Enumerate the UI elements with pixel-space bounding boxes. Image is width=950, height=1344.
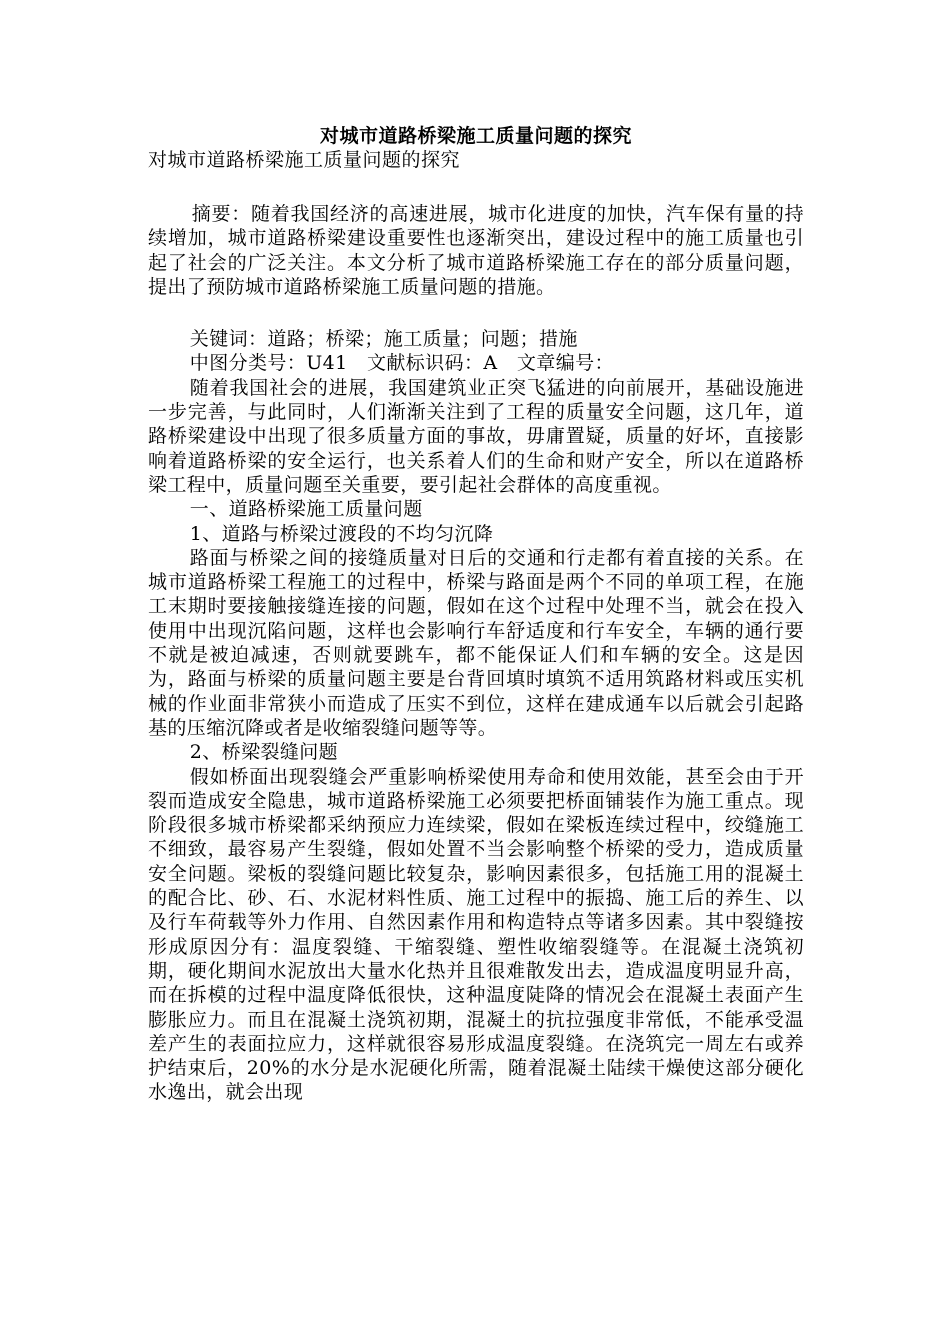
classification-line: 中图分类号：U41 文献标识码：A 文章编号： xyxy=(189,352,614,375)
document-body xyxy=(148,124,804,1105)
subsection-heading: 2、桥梁裂缝问题 xyxy=(189,741,339,764)
intro-paragraph: 随着我国社会的进展，我国建筑业正突飞猛进的向前展开，基础设施进一步完善，与此同时，人们渐渐关注到了工程的质量安全问题，这几年，道路桥梁建设中出现了很多质量方面的事故，毋庸置疑，质量的好坏，直接影响着道路桥梁的安全运行，也关系着人们的生命和财产安全，所以在道路桥梁工程中，质量问题至关重要，要引起社会群体的高度重视。 xyxy=(148,376,804,496)
document-title: 对城市道路桥梁施工质量问题的探究 xyxy=(319,125,632,147)
abstract-paragraph: 摘要：随着我国经济的高速进展，城市化进度的加快，汽车保有量的持续增加，城市道路桥梁建设重要性也逐渐突出，建设过程中的施工质量也引起了社会的广泛关注。本文分析了城市道路桥梁施工存在的部分质量问题，提出了预防城市道路桥梁施工质量问题的措施。 xyxy=(148,203,804,298)
body-paragraph: 路面与桥梁之间的接缝质量对日后的交通和行走都有着直接的关系。在城市道路桥梁工程施工的过程中，桥梁与路面是两个不同的单项工程，在施工末期时要接触接缝连接的问题，假如在这个过程中处理不当，就会在投入使用中出现沉陷问题，这样也会影响行车舒适度和行车安全，车辆的通行要不就是被迫减速，否则就要跳车，都不能保证人们和车辆的安全。这是因为，路面与桥梁的质量问题主要是台背回填时填筑不适用筑路材料或压实机械的作业面非常狭小而造成了压实不到位，这样在建成通车以后就会引起路基的压缩沉降或者是收缩裂缝问题等等。 xyxy=(148,546,804,739)
section-heading: 一、道路桥梁施工质量问题 xyxy=(189,498,423,521)
subsection-heading: 1、道路与桥梁过渡段的不均匀沉降 xyxy=(189,522,494,545)
body-paragraph: 假如桥面出现裂缝会严重影响桥梁使用寿命和使用效能，甚至会由于开裂而造成安全隐患，城市道路桥梁施工必须要把桥面铺装作为施工重点。现阶段很多城市桥梁都采纳预应力连续梁，假如在梁板连续过程中，绞缝施工不细致，最容易产生裂缝，假如处置不当会影响整个桥梁的受力，造成质量安全问题。梁板的裂缝问题比较复杂，影响因素很多，包括施工用的混凝土的配合比、砂、石、水泥材料性质、施工过程中的振捣、施工后的养生、以及行车荷载等外力作用、自然因素作用和构造特点等诸多因素。其中裂缝按形成原因分有：温度裂缝、干缩裂缝、塑性收缩裂缝等。在混凝土浇筑初期，硬化期间水泥放出大量水化热并且很难散发出去，造成温度明显升高，而在拆模的过程中温度降低很快，这种温度陡降的情况会在混凝土表面产生膨胀应力。而且在混凝土浇筑初期，混凝土的抗拉强度非常低，不能承受温差产生的表面拉应力，这样就很容易形成温度裂缝。在浇筑完一周左右或养护结束后，20%的水分是水泥硬化所需，随着混凝土陆续干燥使这部分硬化水逸出，就会出现 xyxy=(148,765,804,1104)
document-subtitle: 对城市道路桥梁施工质量问题的探究 xyxy=(148,149,461,171)
keywords-line: 关键词：道路；桥梁；施工质量；问题；措施 xyxy=(189,328,578,351)
